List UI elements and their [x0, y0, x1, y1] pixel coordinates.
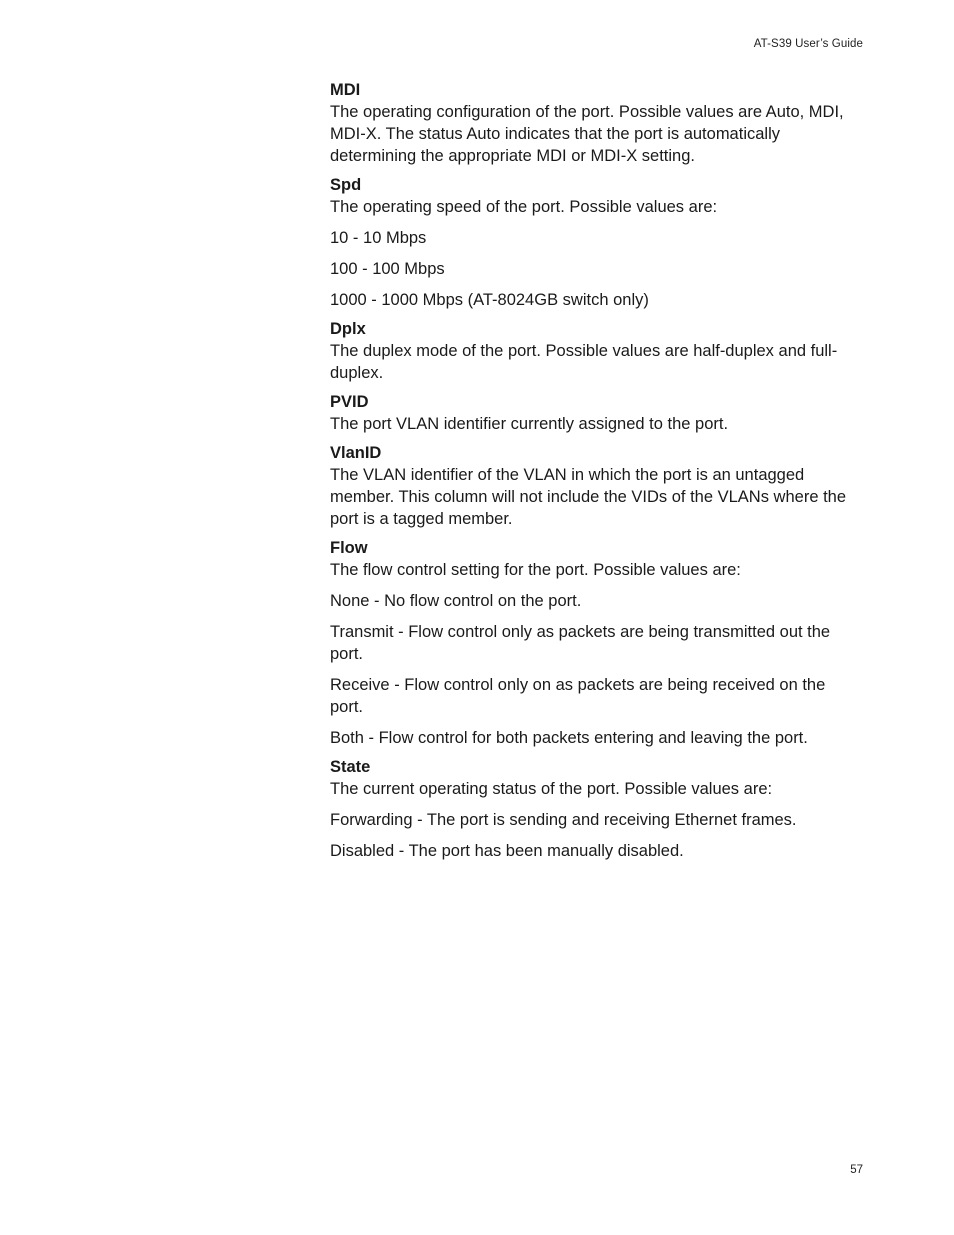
term-heading: Flow: [330, 539, 368, 557]
section-vlanid: [330, 442, 850, 530]
section-mdi: [330, 79, 850, 167]
value-item: 1000 - 1000 Mbps (AT-8024GB switch only): [330, 291, 649, 309]
term-heading: VlanID: [330, 444, 382, 462]
term-heading: State: [330, 758, 371, 776]
term-description: The VLAN identifier of the VLAN in which the port is an untagged member. This column will not include the VIDs of the VLANs where the port is a tagged member.: [330, 466, 847, 528]
term-description: The operating configuration of the port. Possible values are Auto, MDI, MDI-X. The status Auto indicates that the port is automatically determining the appropriate MDI or MDI-X setting.: [330, 103, 844, 165]
section-state: [330, 756, 850, 862]
value-item: Receive - Flow control only on as packets are being received on the port.: [330, 676, 826, 716]
term-heading: Spd: [330, 176, 362, 194]
value-item: 10 - 10 Mbps: [330, 229, 427, 247]
section-flow: [330, 537, 850, 749]
term-description: The port VLAN identifier currently assigned to the port.: [330, 415, 729, 433]
term-heading: MDI: [330, 81, 361, 99]
running-header: AT-S39 User’s Guide: [753, 38, 863, 50]
value-item: Forwarding - The port is sending and receiving Ethernet frames.: [330, 811, 797, 829]
document-body: [330, 79, 850, 869]
value-item: Both - Flow control for both packets entering and leaving the port.: [330, 729, 808, 747]
term-description: The current operating status of the port. Possible values are:: [330, 780, 773, 798]
section-dplx: [330, 318, 850, 384]
value-item: 100 - 100 Mbps: [330, 260, 445, 278]
term-description: The operating speed of the port. Possible values are:: [330, 198, 718, 216]
term-heading: PVID: [330, 393, 369, 411]
section-pvid: [330, 391, 850, 435]
section-spd: [330, 174, 850, 311]
value-item: None - No flow control on the port.: [330, 592, 582, 610]
page-number: 57: [850, 1164, 863, 1176]
term-description: The flow control setting for the port. Possible values are:: [330, 561, 741, 579]
value-item: Disabled - The port has been manually disabled.: [330, 842, 684, 860]
term-description: The duplex mode of the port. Possible values are half-duplex and full-duplex.: [330, 342, 838, 382]
value-item: Transmit - Flow control only as packets are being transmitted out the port.: [330, 623, 831, 663]
term-heading: Dplx: [330, 320, 366, 338]
